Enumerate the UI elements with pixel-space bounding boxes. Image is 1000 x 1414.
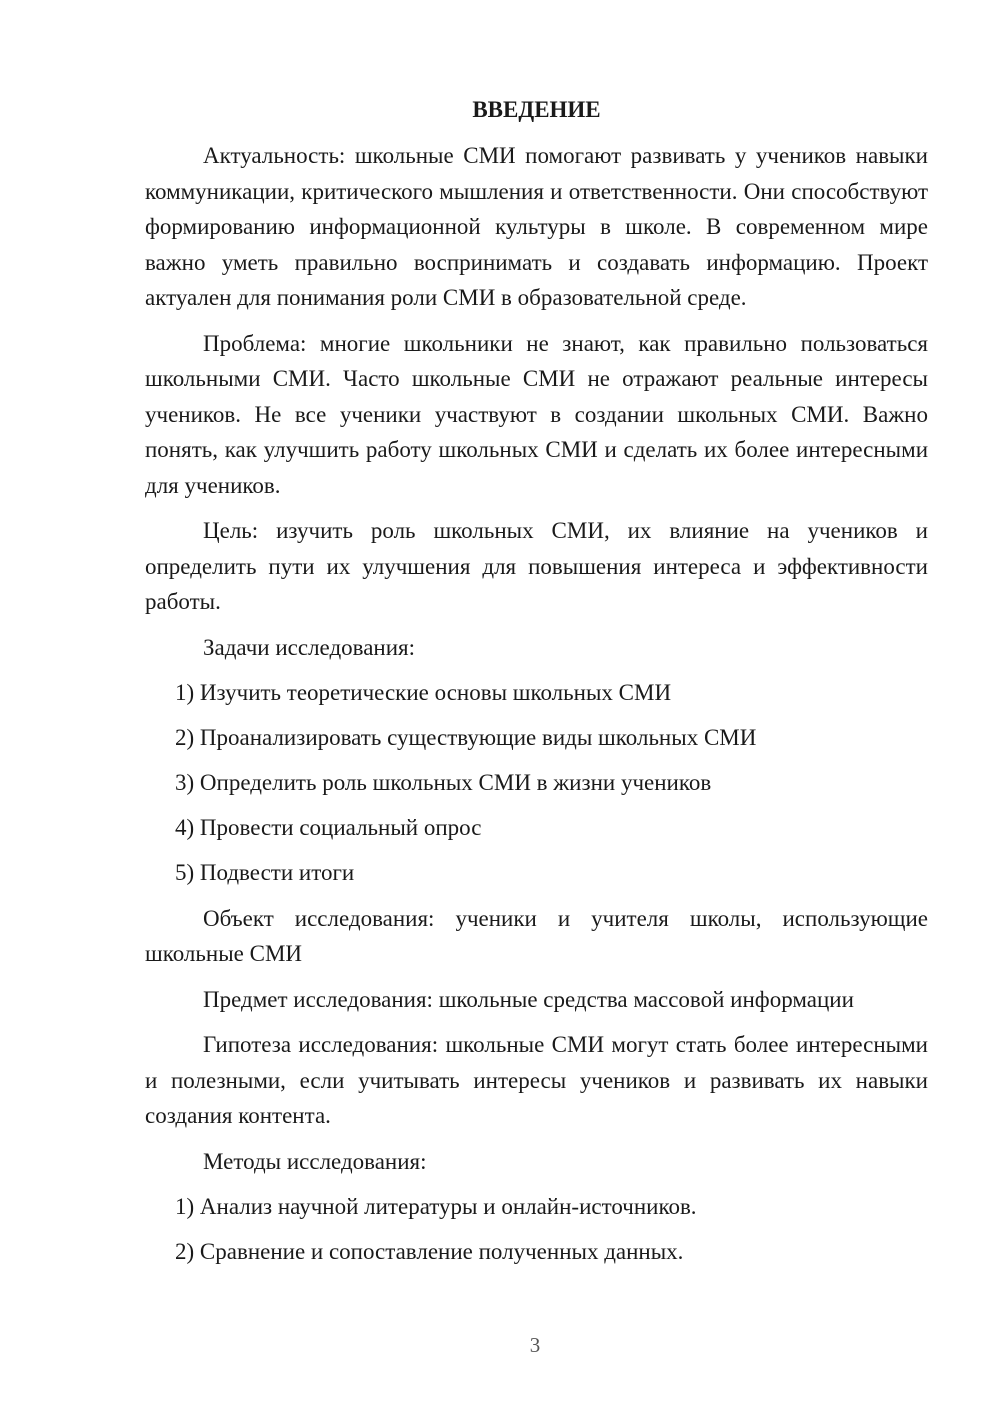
subject-paragraph: Предмет исследования: школьные средства массовой информации [203, 986, 854, 1012]
goal-paragraph: Цель: изучить роль школьных СМИ, их влияние на учеников и определить пути их улучшения для повышения интереса и эффективности работы. [145, 518, 928, 614]
task-item: 3) Определить роль школьных СМИ в жизни учеников [175, 770, 712, 795]
method-item: 1) Анализ научной литературы и онлайн-источников. [175, 1194, 697, 1219]
object-paragraph: Объект исследования: ученики и учителя школы, использующие школьные СМИ [145, 905, 928, 966]
methods-list [145, 1189, 928, 1270]
page-content [145, 94, 928, 1280]
relevance-paragraph: Актуальность: школьные СМИ помогают развивать у учеников навыки коммуникации, критического мышления и ответственности. Они способствуют формированию информационной культуры в школе. В современном мире важно уметь правильно воспринимать и создавать информацию. Проект актуален для понимания роли СМИ в образовательной среде. [145, 143, 928, 310]
tasks-heading: Задачи исследования: [203, 634, 416, 660]
section-title: ВВЕДЕНИЕ [472, 97, 601, 122]
task-item: 1) Изучить теоретические основы школьных СМИ [175, 680, 672, 705]
method-item: 2) Сравнение и сопоставление полученных данных. [175, 1239, 684, 1264]
tasks-list [145, 675, 928, 891]
methods-heading: Методы исследования: [203, 1148, 427, 1174]
problem-paragraph: Проблема: многие школьники не знают, как правильно пользоваться школьными СМИ. Часто школьные СМИ не отражают реальные интересы учеников. Не все ученики участвуют в создании школьных СМИ. Важно понять, как улучшить работу школьных СМИ и сделать их более интересными для учеников. [145, 330, 928, 498]
task-item: 5) Подвести итоги [175, 860, 355, 885]
task-item: 2) Проанализировать существующие виды школьных СМИ [175, 725, 757, 750]
task-item: 4) Провести социальный опрос [175, 815, 482, 840]
page-number: 3 [529, 1333, 541, 1357]
hypothesis-paragraph: Гипотеза исследования: школьные СМИ могут стать более интересными и полезными, если учитывать интересы учеников и развивать их навыки создания контента. [145, 1032, 928, 1128]
